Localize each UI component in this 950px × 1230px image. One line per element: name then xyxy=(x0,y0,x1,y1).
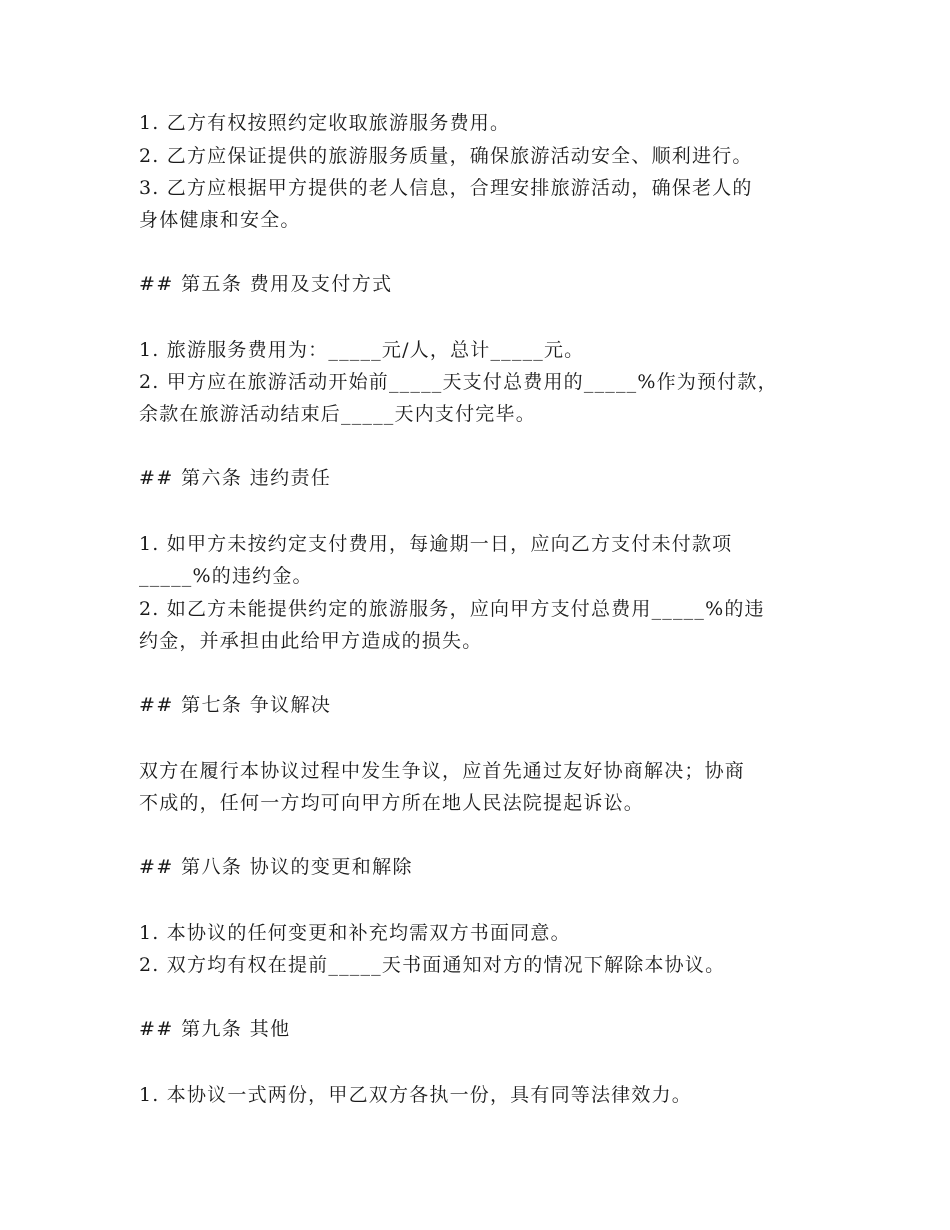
paragraph-line: 双方在履行本协议过程中发生争议，应首先通过友好协商解决；协商 xyxy=(139,760,746,782)
paragraph-line: 2. 甲方应在旅游活动开始前_____天支付总费用的_____%作为预付款， xyxy=(139,371,778,393)
section-heading: ## 第五条 费用及支付方式 xyxy=(139,273,393,295)
section-heading: ## 第六条 违约责任 xyxy=(139,467,332,489)
paragraph-line: 2. 乙方应保证提供的旅游服务质量，确保旅游活动安全、顺利进行。 xyxy=(139,145,753,167)
section-heading: ## 第九条 其他 xyxy=(139,1018,291,1040)
paragraph-line: 约金，并承担由此给甲方造成的损失。 xyxy=(139,630,483,652)
paragraph-line: 1. 本协议的任何变更和补充均需双方书面同意。 xyxy=(139,922,571,944)
paragraph-line: 2. 如乙方未能提供约定的旅游服务，应向甲方支付总费用_____%的违 xyxy=(139,598,765,620)
paragraph-line: 不成的，任何一方均可向甲方所在地人民法院提起诉讼。 xyxy=(139,792,645,814)
paragraph-line: 1. 本协议一式两份，甲乙双方各执一份，具有同等法律效力。 xyxy=(139,1084,692,1106)
section-heading: ## 第八条 协议的变更和解除 xyxy=(139,856,413,878)
paragraph-line: 3. 乙方应根据甲方提供的老人信息，合理安排旅游活动，确保老人的 xyxy=(139,177,753,199)
paragraph-line: 1. 乙方有权按照约定收取旅游服务费用。 xyxy=(139,112,511,134)
paragraph-line: 余款在旅游活动结束后_____天内支付完毕。 xyxy=(139,403,536,425)
paragraph-line: 1. 如甲方未按约定支付费用，每逾期一日，应向乙方支付未付款项 xyxy=(139,533,733,555)
paragraph-line: 1. 旅游服务费用为：_____元/人，总计_____元。 xyxy=(139,339,585,361)
paragraph-line: 身体健康和安全。 xyxy=(139,209,301,231)
paragraph-line: _____%的违约金。 xyxy=(139,565,313,587)
paragraph-line: 2. 双方均有权在提前_____天书面通知对方的情况下解除本协议。 xyxy=(139,954,726,976)
section-heading: ## 第七条 争议解决 xyxy=(139,694,332,716)
